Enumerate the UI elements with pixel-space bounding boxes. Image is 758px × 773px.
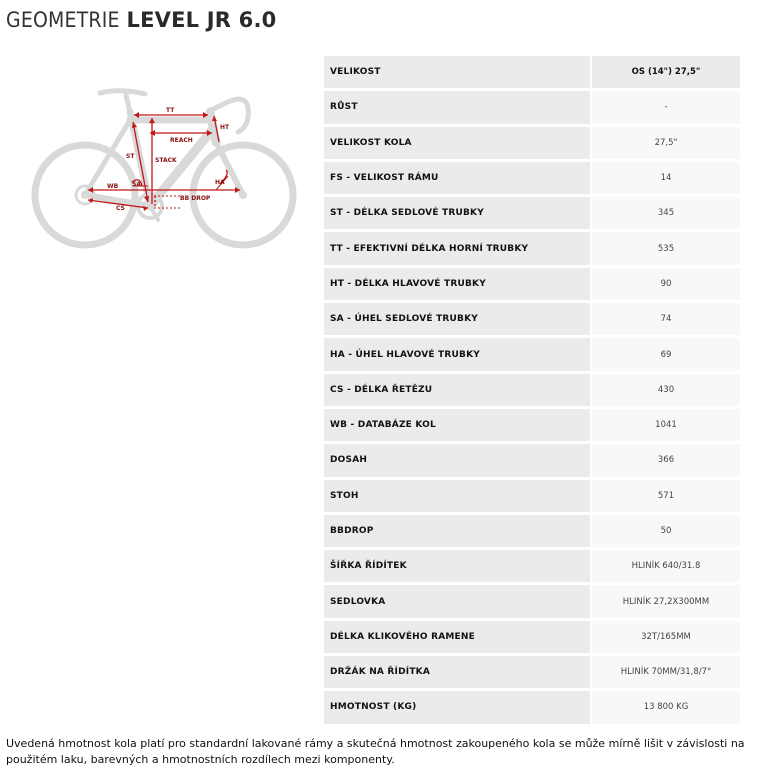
row-label: RŮST — [324, 90, 591, 125]
page-title — [6, 8, 276, 32]
label-stack: STACK — [155, 157, 177, 164]
row-label: VELIKOST KOLA — [324, 125, 591, 160]
table-row — [324, 443, 740, 478]
label-ht: HT — [220, 124, 230, 131]
weight-footnote: Uvedená hmotnost kola platí pro standardní lakované rámy a skutečná hmotnost zakoupeného kola se může mírně lišit v závislosti na použitém laku, barevných a hmotnostních rozdílech mezi komponenty. — [6, 737, 745, 766]
row-label: DÉLKA KLIKOVÉHO RAMENE — [324, 619, 591, 654]
row-label: DOSAH — [324, 443, 591, 478]
row-value: 345 — [591, 196, 740, 231]
table-row — [324, 196, 740, 231]
row-value: 13 800 KG — [591, 690, 740, 725]
row-value: HLINÍK 640/31.8 — [591, 549, 740, 584]
row-label: STOH — [324, 478, 591, 513]
table-row — [324, 549, 740, 584]
row-label: SEDLOVKA — [324, 584, 591, 619]
table-row — [324, 584, 740, 619]
label-tt: TT — [166, 107, 175, 114]
title-prefix: GEOMETRIE — [6, 8, 120, 32]
table-row — [324, 655, 740, 690]
row-value: 90 — [591, 266, 740, 301]
table-row — [324, 619, 740, 654]
table-header-row — [324, 56, 740, 90]
label-sa: SA — [132, 181, 141, 188]
table-row — [324, 478, 740, 513]
row-value: HLINÍK 27,2X300MM — [591, 584, 740, 619]
row-value: HLINÍK 70MM/31,8/7° — [591, 655, 740, 690]
label-bb-drop: BB DROP — [180, 195, 211, 202]
row-value: 74 — [591, 302, 740, 337]
row-label: WB - DATABÁZE KOL — [324, 407, 591, 442]
table-row — [324, 302, 740, 337]
bike-silhouette — [35, 91, 293, 245]
table-row — [324, 90, 740, 125]
title-model: LEVEL JR 6.0 — [126, 8, 277, 32]
row-label: TT - EFEKTIVNÍ DÉLKA HORNÍ TRUBKY — [324, 231, 591, 266]
row-value: 32T/165MM — [591, 619, 740, 654]
label-st: ST — [126, 153, 135, 160]
table-row — [324, 337, 740, 372]
size-header-label: VELIKOST — [324, 56, 591, 90]
table-row — [324, 125, 740, 160]
table-row — [324, 266, 740, 301]
stem — [211, 102, 228, 110]
geometry-table — [324, 56, 740, 727]
row-value: 14 — [591, 160, 740, 195]
row-label: ST - DÉLKA SEDLOVÉ TRUBKY — [324, 196, 591, 231]
label-reach: REACH — [170, 137, 193, 144]
row-value: 430 — [591, 372, 740, 407]
table-row — [324, 372, 740, 407]
row-value: 535 — [591, 231, 740, 266]
seatpost — [126, 95, 130, 112]
label-ha: HA — [215, 179, 225, 186]
row-value: 50 — [591, 513, 740, 548]
row-label: SA - ÚHEL SEDLOVÉ TRUBKY — [324, 302, 591, 337]
saddle — [100, 91, 145, 94]
table-row — [324, 231, 740, 266]
label-wb: WB — [107, 183, 119, 190]
row-label: HMOTNOST (KG) — [324, 690, 591, 725]
row-label: DRŽÁK NA ŘÍDÍTKA — [324, 655, 591, 690]
head-tube — [210, 112, 216, 142]
row-value: 366 — [591, 443, 740, 478]
row-label: HT - DÉLKA HLAVOVÉ TRUBKY — [324, 266, 591, 301]
row-label: BBDROP — [324, 513, 591, 548]
table-row — [324, 690, 740, 725]
row-value: - — [591, 90, 740, 125]
row-value: 1041 — [591, 407, 740, 442]
row-value: 27,5" — [591, 125, 740, 160]
handlebar — [228, 99, 248, 132]
label-cs: CS — [116, 205, 125, 212]
row-label: HA - ÚHEL HLAVOVÉ TRUBKY — [324, 337, 591, 372]
row-value: 69 — [591, 337, 740, 372]
geometry-diagram — [30, 80, 310, 250]
size-header-value: OS (14") 27,5" — [591, 56, 740, 90]
table-row — [324, 160, 740, 195]
table-row — [324, 407, 740, 442]
row-label: ŠÍŘKA ŘÍDÍTEK — [324, 549, 591, 584]
row-label: FS - VELIKOST RÁMU — [324, 160, 591, 195]
row-label: CS - DÉLKA ŘETĚZU — [324, 372, 591, 407]
table-row — [324, 513, 740, 548]
row-value: 571 — [591, 478, 740, 513]
